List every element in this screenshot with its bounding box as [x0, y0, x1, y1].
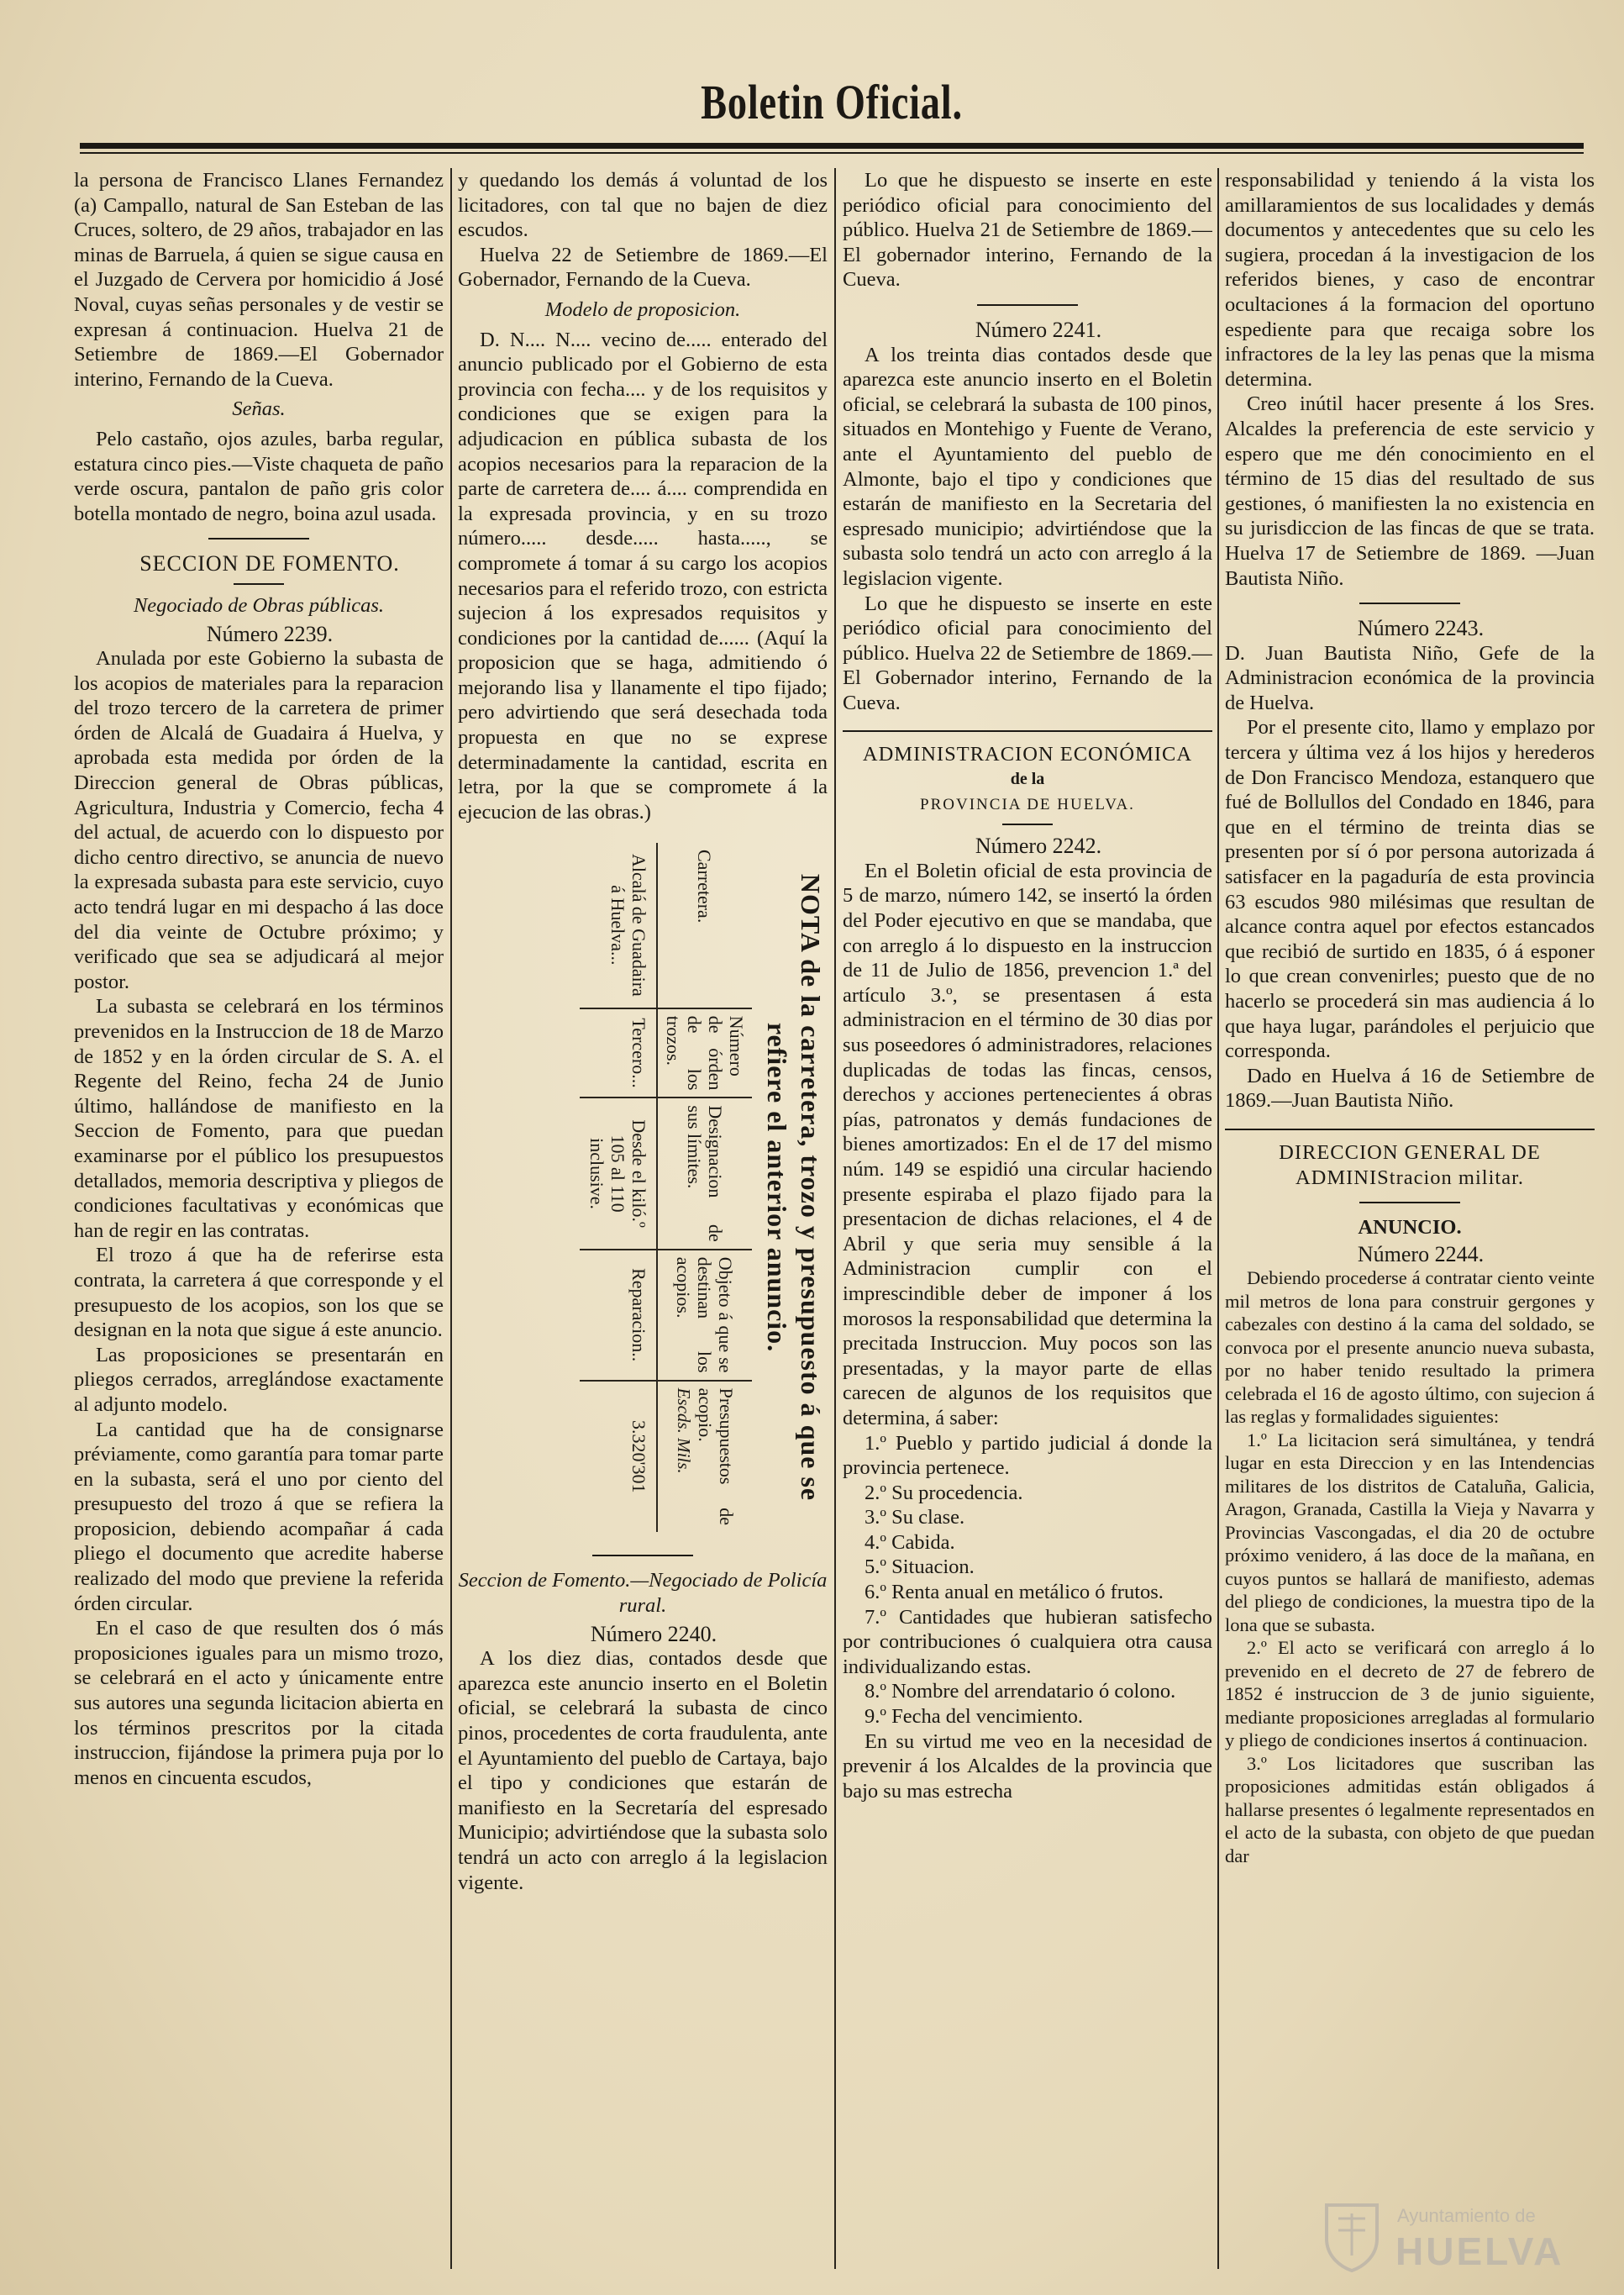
notice-number: Número 2239.: [206, 621, 334, 646]
paragraph: Pelo castaño, ojos azules, barba regular, estatura cinco pies.—Viste chaqueta de paño verde oscura, pantalon de paño gris color botella montado de negro, boina azul usada.: [74, 427, 444, 525]
paragraph: Las proposiciones se presentarán en pliegos cerrados, arreglándose exactamente al adjunto modelo.: [74, 1343, 444, 1416]
table-header: Número de órden de los trozos.: [657, 1008, 752, 1098]
separator: [1359, 1202, 1460, 1203]
separator: [1225, 1129, 1595, 1130]
paragraph: la persona de Francisco Llanes Fernandez (a) Campallo, natural de San Esteban de las Cruces, soltero, de 29 años, trabajador en las minas de Barruela, á quien se sigue causa en el Juzgado de Cervera por homicidio á José Noval, cuyas señas personales y de vestir se expresan á continuacion. Huelva 21 de Setiembre de 1869.—El Gobernador interino, Fernando de la Cueva.: [74, 169, 444, 391]
subheading: Negociado de Obras públicas.: [133, 593, 385, 617]
separator: [208, 538, 309, 540]
masthead-rule-thin: [80, 152, 1584, 154]
archive-watermark: [1322, 2197, 1599, 2277]
paragraph: Por el presente cito, llamo y emplazo por tercera y última vez á los hijos y herederos de Don Francisco Mendoza, estanquero que fué de Bollullos del Condado en 1846, para que en el término de treinta dias se presenten por sí ó por persona autorizada á satisfacer en la pagaduría de esta provincia 63 escudos 980 milésimas que resultan de alcance contra aquel por efectos estancados que recibió de surtido en 1835, ó á esponer lo que crean convenirles; puesto que de no hacerlo se procederá sin mas audiencia á lo que haya lugar, parándoles el perjuicio que corresponda.: [1225, 716, 1595, 1063]
paragraph: A los diez dias, contados desde que aparezca este anuncio inserto en el Boletin oficial, se celebrará la subasta de cinco pinos, procedentes de corta fraudulenta, ante el Ayuntamiento del pueblo de Cartaya, bajo el tipo y condiciones que estarán de manifiesto en la Secretaría del espresado Municipio; advirtiéndose que la subasta solo tendrá un acto con arreglo á la legislacion vigente.: [458, 1647, 828, 1894]
paragraph: Debiendo procederse á contratar ciento veinte mil metros de lona para construir gergones y cabezales con destino á la cama del soldado, se convoca por el presente anuncio nueva subasta, por no haber tenido resultado la primera celebrada el 16 de agosto último, con sujecion á las reglas y formalidades siguientes:: [1225, 1267, 1595, 1428]
paragraph: y quedando los demás á voluntad de los licitadores, con tal que no bajen de diez escudos.: [458, 169, 828, 242]
nota-table-block: [458, 833, 828, 1543]
table-header-label: Presupuestos de acopio.: [695, 1388, 737, 1526]
units-label: Escds. Mils.: [674, 1388, 694, 1475]
list-item: 5.º Situacion.: [865, 1555, 975, 1579]
notice-number: Número 2240.: [590, 1621, 717, 1646]
paragraph: El trozo á que ha de referirse esta contrata, la carretera á que corresponde y el presupuesto de los acopios, son los que se designan en la nota que sigue á este anuncio.: [74, 1244, 444, 1342]
table-header-row: [657, 843, 752, 1532]
list-item: 9.º Fecha del vencimiento.: [865, 1705, 1084, 1729]
section-heading: DIRECCION GENERAL DE ADMINIStracion militar.: [1279, 1140, 1541, 1189]
paragraph: D. N.... N.... vecino de..... enterado del anuncio publicado por el Gobierno de esta provincia con fecha.... y de los requisitos y condiciones que se exigen para la adjudicacion en pública subasta de los acopios necesarios para la reparacion de la parte de carretera de.... á.... comprendida en la expresada provincia, y en su trozo número..... desde..... hasta....., se compromete á tomar á su cargo los acopios necesarios para el referido trozo, con estricta sujecion á los expresados requisitos y condiciones por la cantidad de...... (Aquí la proposicion que se haga, admitiendo ó mejorando lisa y llanamente el tipo fijado; pero advirtiendo que será desechada toda propuesta en que no se exprese determinadamente la cantidad, escrita en letra, por la que se compromete á la ejecucion de las obras.): [458, 328, 828, 824]
subheading-senas: Señas.: [232, 397, 286, 421]
coat-of-arms-icon: [1322, 2200, 1382, 2272]
paragraph: La cantidad que ha de consignarse préviamente, como garantía para tomar parte en la subasta, será el uno por ciento del presupuesto del trozo á que se refiera la proposicion, debiendo acompañar á cada pliego el documento que acredite haberse realizado del modo que previene la referida órden circular.: [74, 1418, 444, 1615]
separator: [234, 583, 284, 585]
list-item: 1.º Pueblo y partido judicial á donde la provincia pertenece.: [843, 1431, 1212, 1480]
table-cell: Alcalá de Guadaira á Huelva...: [580, 843, 657, 1008]
notice-number: Número 2241.: [975, 317, 1102, 342]
table-header: Designacion de sus límites.: [657, 1098, 752, 1250]
nota-grid: [580, 843, 752, 1532]
masthead-rule: [80, 143, 1584, 149]
paragraph: responsabilidad y teniendo á la vista los amillaramientos de sus localidades y demás documentos y antecedentes que su celo les sugiera, procedan á la investigacion de los referidos bienes, y caso de encontrar ocultaciones á la formacion del oportuno espediente para que recaiga sobre los infractores de la ley las penas que la misma determina.: [1225, 169, 1595, 391]
list-item: 8.º Nombre del arrendatario ó colono.: [865, 1680, 1176, 1703]
paragraph: A los treinta dias contados desde que aparezca este anuncio inserto en el Boletin oficial, se celebrará la subasta de 100 pinos, situados en Montehigo y Fuente de Verano, ante el Ayuntamiento del pueblo de Almonte, bajo el tipo y condiciones que estarán de manifiesto en la Secretaria del espresado municipio; advirtiéndose que la subasta solo tendrá un acto con arreglo á la legislacion vigente.: [843, 343, 1212, 590]
paragraph: 2.º El acto se verificará con arreglo á lo prevenido en el decreto de 27 de febrero de 1852 é instruccion de 3 de junio siguiente, mediante proposiciones arregladas al formulario y pliego de condiciones insertos á continuacion.: [1225, 1637, 1595, 1751]
table-cell: Desde el kiló.º 105 al 110 inclusive.: [580, 1098, 657, 1250]
paragraph: La subasta se celebrará en los términos prevenidos en la Instruccion de 18 de Marzo de 1852 y en la órden circular de S. A. el Regente del Reino, fecha 24 de Junio último, hallándose de manifiesto en la Seccion de Fomento, para que puedan examinarse por el público los presupuestos detallados, memoria descriptiva y pliegos de condiciones facultativas y económicas que han de regir en las contratas.: [74, 995, 444, 1242]
table-cell: 3.320'301: [628, 1420, 649, 1493]
notice-number: Número 2242.: [975, 834, 1102, 859]
table-row: [580, 843, 657, 1532]
table-cell: Reparacion..: [580, 1250, 657, 1381]
subheading-modelo: Modelo de proposicion.: [544, 297, 741, 321]
paragraph: Lo que he dispuesto se inserte en este periódico oficial para conocimiento del público. Huelva 22 de Setiembre de 1869.—El Gobernador interino, Fernando de la Cueva.: [843, 592, 1212, 714]
paragraph: En su virtud me veo en la necesidad de prevenir á los Alcaldes de la provincia que bajo su mas estrecha: [843, 1729, 1212, 1803]
nota-title: NOTA de la carretera, trozo y presupuesto á que se refiere el anterior anuncio.: [762, 874, 826, 1502]
column-1: [74, 168, 444, 2277]
table-cell: Tercero...: [580, 1008, 657, 1098]
column-3: [843, 168, 1212, 2277]
column-2: [458, 168, 828, 2277]
list-item: 3.º Su clase.: [865, 1506, 965, 1529]
paragraph: Anulada por este Gobierno la subasta de los acopios de materiales para la reparacion del trozo tercero de la carretera de primer órden de Alcalá de Guadaira á Huelva, y aprobada esta medida por órden de la Direccion general de Obras públicas, Agricultura, Industria y Comercio, fecha 4 del actual, de acuerdo con lo dispuesto por dicho centro directivo, se anuncia de nuevo la expresada subasta para este servicio, cuyo acto tendrá lugar en mi despacho á las doce del dia veinte de Octubre próximo; y verificado que sea se adjudicará al mejor postor.: [74, 647, 444, 993]
requirements-list: [843, 1431, 1212, 1729]
separator: [977, 304, 1078, 306]
section-heading-province: PROVINCIA DE HUELVA.: [920, 795, 1135, 813]
table-header: Carretera.: [657, 843, 752, 1008]
anuncio-body: [1225, 1266, 1595, 1867]
watermark-line-1: Ayuntamiento de: [1397, 2205, 1536, 2226]
paragraph: D. Juan Bautista Niño, Gefe de la Administracion económica de la provincia de Huelva.: [1225, 641, 1595, 714]
paragraph: Huelva 22 de Setiembre de 1869.—El Gobernador, Fernando de la Cueva.: [458, 243, 828, 292]
column-divider: [834, 168, 836, 2269]
paragraph: En el caso de que resulten dos ó más proposiciones iguales para un mismo trozo, se celebrará en el acto y únicamente entre sus autores una segunda licitacion abierta en los términos prescritos por la citada instruccion, fijándose la primera puja por lo menos en cincuenta escudos,: [74, 1617, 444, 1789]
column-divider: [1217, 168, 1219, 2269]
subheading: Seccion de Fomento.—Negociado de Policía rural.: [458, 1569, 828, 1618]
paragraph: Dado en Huelva á 16 de Setiembre de 1869.—Juan Bautista Niño.: [1225, 1064, 1595, 1113]
list-item: 4.º Cabida.: [865, 1530, 955, 1554]
separator: [1002, 824, 1053, 825]
paragraph: Lo que he dispuesto se inserte en este periódico oficial para conocimiento del público. Huelva 21 de Setiembre de 1869.—El gobernador interino, Fernando de la Cueva.: [843, 169, 1212, 292]
anuncio-heading: ANUNCIO.: [1358, 1216, 1462, 1240]
column-divider: [450, 168, 452, 2269]
paragraph: Creo inútil hacer presente á los Sres. Alcaldes la preferencia de este servicio y espero que me dén conocimiento en el término de 15 dias del resultado de sus gestiones, ó manifiesten la no existencia en su jurisdiccion de las fincas de que se trata. Huelva 17 de Setiembre de 1869. —Juan Bautista Niño.: [1225, 392, 1595, 590]
list-item: 6.º Renta anual en metálico ó frutos.: [865, 1581, 1164, 1604]
masthead: [80, 59, 1584, 139]
table-header: [657, 1381, 752, 1532]
paragraph: 1.º La licitacion será simultánea, y tendrá lugar en esta Direccion y en las Intendencias militares de los distritos de Cataluña, Galicia, Aragon, Granada, Castilla la Vieja y Navarra y Provincias Vascongadas, el dia 20 de octubre próximo venidero, á las doce de la mañana, en cuyos puntos se hallará de manifiesto, ademas del pliego de condiciones, la muestra tipo de la lona que se subasta.: [1225, 1429, 1595, 1635]
section-heading-sub: de la: [1010, 770, 1045, 789]
nota-table: [458, 843, 828, 1532]
separator: [592, 1555, 693, 1556]
section-heading: ADMINISTRACION ECONÓMICA: [862, 743, 1193, 766]
separator: [1359, 603, 1460, 604]
newspaper-title: Boletin Oficial.: [701, 75, 963, 129]
notice-number: Número 2244.: [1357, 1241, 1485, 1266]
table-header: Objeto á que se destinan los acopios.: [657, 1250, 752, 1381]
notice-number: Número 2243.: [1357, 616, 1485, 641]
paragraph: 3.º Los licitadores que suscriban las proposiciones admitidas están obligados á hallarse presentes ó legalmente representados en el acto de la subasta, con objeto de que puedan dar: [1225, 1752, 1595, 1866]
column-4: [1225, 168, 1595, 2277]
watermark-line-2: HUELVA: [1395, 2229, 1564, 2273]
paragraph: En el Boletin oficial de esta provincia de 5 de marzo, número 142, se insertó la órden del Poder ejecutivo en que se mandaba, que con arreglo á lo dispuesto en la instruccion de 11 de Julio de 1856, prevencion 1.ª del artículo 3.º, se presentasen á esta administracion en el término de 30 dias por sus poseedores ó administradores, relaciones duplicadas de todas las fincas, censos, derechos y acciones pertenecientes á obras pías, patronatos y demás fundaciones de bienes amortizados: En el de 17 del mismo núm. 149 se espidió una circular haciendo presente espiraba el plazo fijado para la presentacion de dichas relaciones, el 4 de Abril y que seria muy sensible á la Administracion cumplir con el imprescindible deber de imponer á los morosos la responsabilidad que determina la precitada Instruccion. Muy pocos son las presentadas, y la mayor parte de ellas carecen de algunos de los requisitos que determina, á saber:: [843, 859, 1212, 1429]
separator: [843, 730, 1212, 732]
section-heading: SECCION DE FOMENTO.: [139, 551, 400, 576]
list-item: 7.º Cantidades que hubieran satisfecho por contribuciones ó cualquiera otra causa individualizando estas.: [843, 1605, 1212, 1678]
list-item: 2.º Su procedencia.: [865, 1481, 1023, 1504]
